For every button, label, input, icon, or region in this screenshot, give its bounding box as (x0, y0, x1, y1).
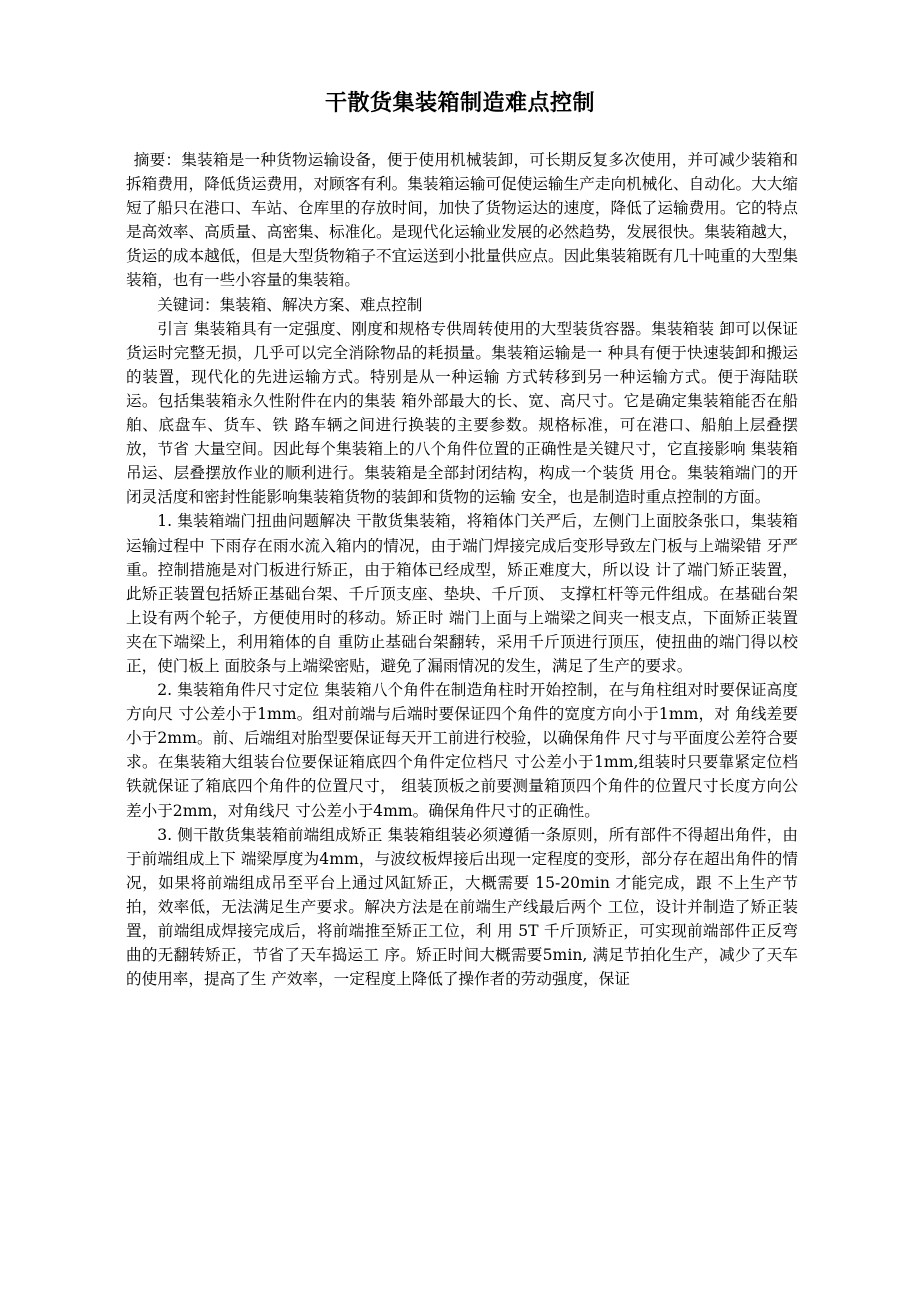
keywords-paragraph: 关键词：集装箱、解决方案、难点控制 (157, 295, 423, 314)
section-3-paragraph: 3. 侧干散货集装箱前端组成矫正 集装箱组装必须遵循一条原则，所有部件不得超出角件，由于前端组成上下 端梁厚度为4mm，与波纹板焊接后出现一定程度的变形，部分存在超出角件的情 况，如果将前端组成吊至平台上通过风缸矫正，大概需要 15-20min 才能完成，跟 不上生产节拍，效率低，无法满足生产要求。解决方法是在前端生产线最后两个 工位，设计并制造了矫正装置，前端组成焊接完成后，将前端推至矫正工位，利 用 5T 千斤顶矫正，可实现前端部件正反弯曲的无翻转矫正，节省了天车捣运工 序。矫正时间大概需要5min, 满足节拍化生产，减少了天车的使用率，提高了生 产效率，一定程度上降低了操作者的劳动强度，保证 (126, 825, 798, 989)
document-body (126, 148, 798, 991)
section-1-paragraph: 1. 集装箱端门扭曲问题解决 干散货集装箱，将箱体门关严后，左侧门上面胶条张口，集装箱运输过程中 下雨存在雨水流入箱内的情况，由于端门焊接完成后变形导致左门板与上端梁错 牙严重。控制措施是对门板进行矫正，由于箱体已经成型，矫正难度大，所以设 计了端门矫正装置，此矫正装置包括矫正基础台架、千斤顶支座、垫块、千斤顶、 支撑杠杆等元件组成。在基础台架上设有两个轮子，方便使用时的移动。矫正时 端门上面与上端梁之间夹一根支点，下面矫正装置夹在下端梁上，利用箱体的自 重防止基础台架翻转，采用千斤顶进行顶压，使扭曲的端门得以校正，使门板上 面胶条与上端梁密贴，避免了漏雨情况的发生，满足了生产的要求。 (126, 512, 798, 675)
introduction-paragraph: 引言 集装箱具有一定强度、刚度和规格专供周转使用的大型装货容器。集装箱装 卸可以保证货运时完整无损，几乎可以完全消除物品的耗损量。集装箱运输是一 种具有便于快速装卸和搬运的装置，现代化的先进运输方式。特别是从一种运输 方式转移到另一种运输方式。便于海陆联运。包括集装箱永久性附件在内的集装 箱外部最大的长、宽、高尺寸。它是确定集装箱能否在船舶、底盘车、货车、铁 路车辆之间进行换装的主要参数。规格标准，可在港口、船舶上层叠摆放，节省 大量空间。因此每个集装箱上的八个角件位置的正确性是关键尺寸，它直接影响 集装箱吊运、层叠摆放作业的顺利进行。集装箱是全部封闭结构，构成一个装货 用仓。集装箱端门的开闭灵活度和密封性能影响集装箱货物的装卸和货物的运输 安全，也是制造时重点控制的方面。 (126, 319, 798, 507)
section-2-paragraph: 2. 集装箱角件尺寸定位 集装箱八个角件在制造角柱时开始控制，在与角柱组对时要保证高度方向尺 寸公差小于1mm。组对前端与后端时要保证四个角件的宽度方向小于1mm，对 角线差要小于2mm。前、后端组对胎型要保证每天开工前进行校验，以确保角件 尺寸与平面度公差符合要求。在集装箱大组装台位要保证箱底四个角件定位档尺 寸公差小于1mm,组装时只要靠紧定位档铁就保证了箱底四个角件的位置尺寸， 组装顶板之前要测量箱顶四个角件的位置尺寸长度方向公差小于2mm，对角线尺 寸公差小于4mm。确保角件尺寸的正确性。 (126, 681, 798, 820)
abstract-paragraph: 摘要：集装箱是一种货物运输设备，便于使用机械装卸，可长期反复多次使用，并可减少装箱和拆箱费用，降低货运费用，对顾客有利。集装箱运输可促使运输生产走向机械化、自动化。大大缩短了船只在港口、车站、仓库里的存放时间，加快了货物运达的速度，降低了运输费用。它的特点是高效率、高质量、高密集、标准化。是现代化运输业发展的必然趋势，发展很快。集装箱越大，货运的成本越低，但是大型货物箱子不宜运送到小批量供应点。因此集装箱既有几十吨重的大型集装箱，也有一些小容量的集装箱。 (126, 151, 798, 290)
document-title: 干散货集装箱制造难点控制 (324, 91, 595, 116)
